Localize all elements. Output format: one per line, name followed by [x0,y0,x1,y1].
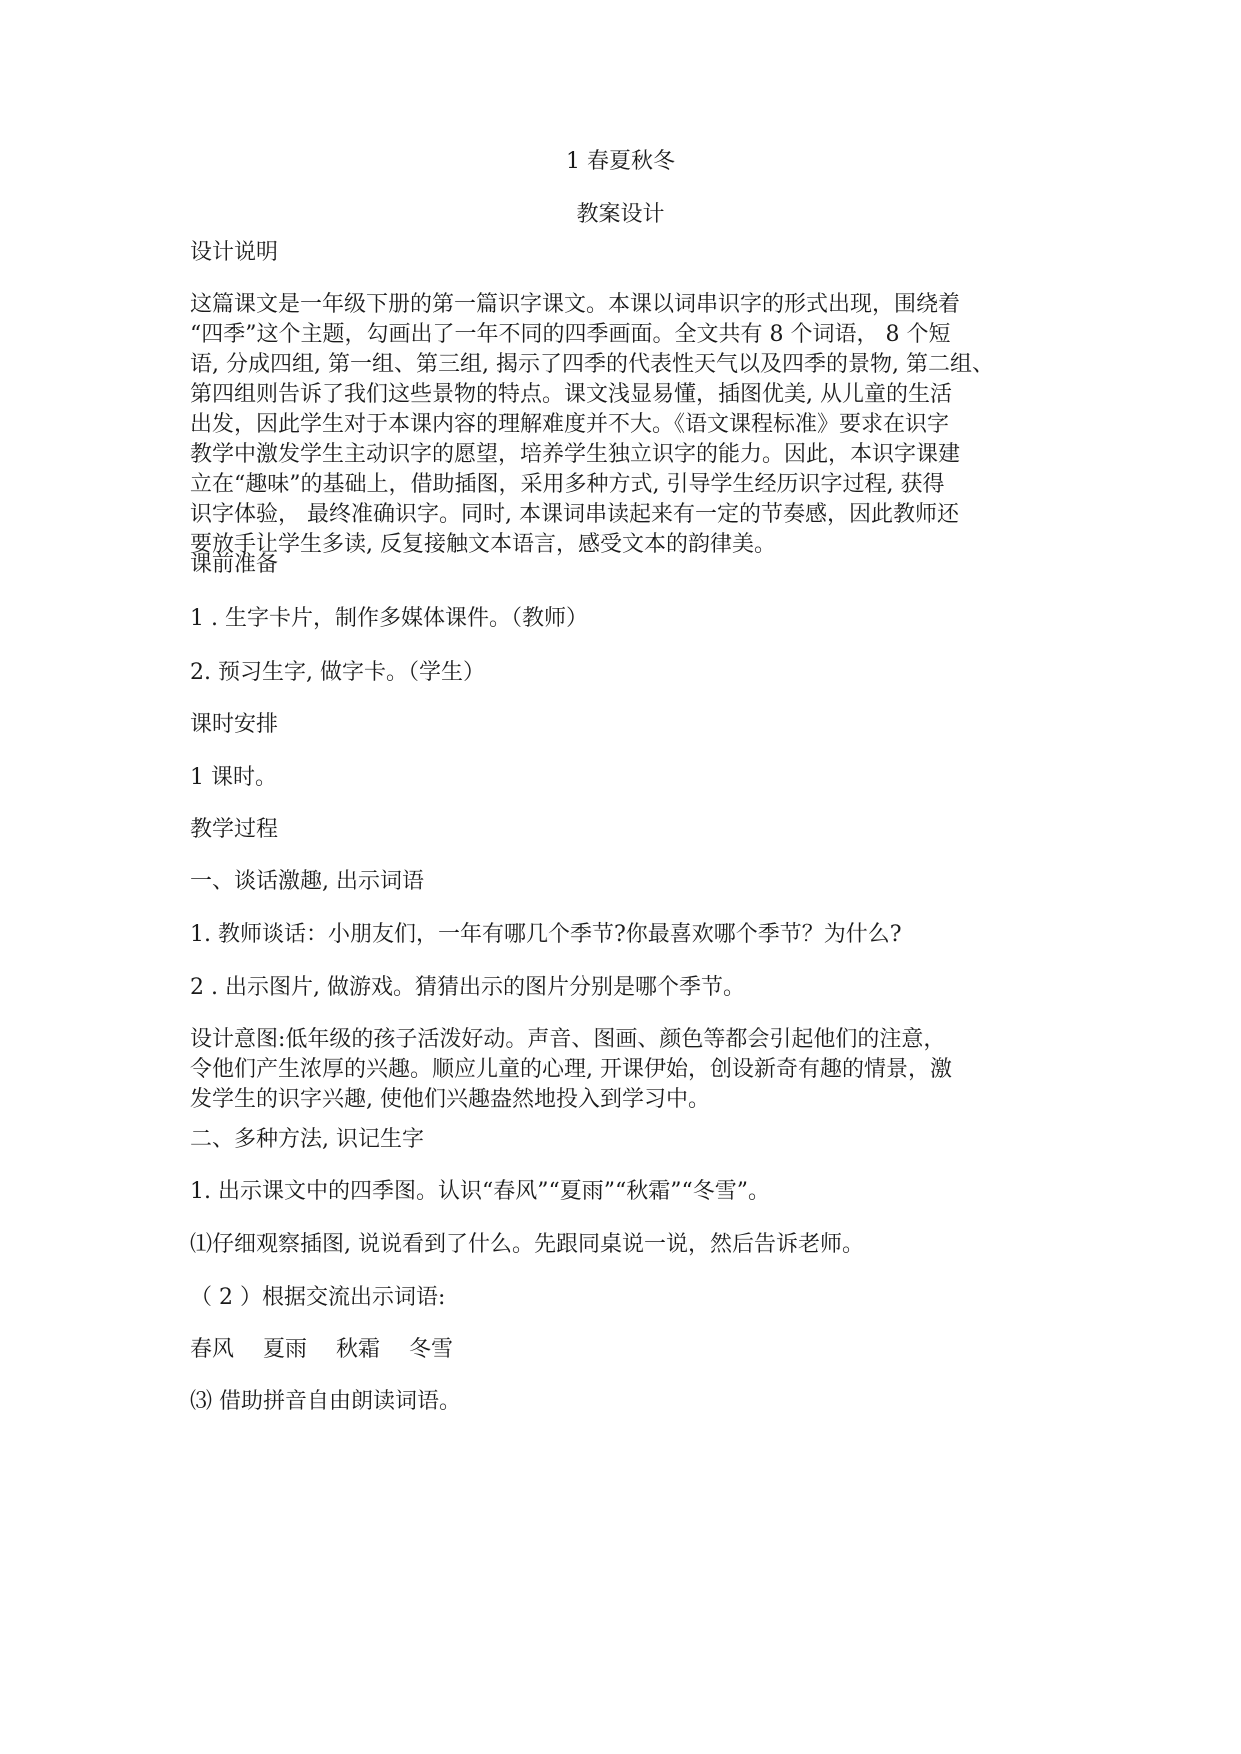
word-item: 冬雪 [409,1337,454,1362]
prep-item: 2. 预习生字, 做字卡。（学生） [190,660,485,685]
paragraph-line: 第四组则告诉了我们这些景物的特点。课文浅显易懂，插图优美, 从儿童的生活 [190,382,952,407]
paragraph-line: 教学中激发学生主动识字的愿望，培养学生独立识字的能力。因此，本识字课建 [190,442,961,467]
word-item: 春风 [190,1337,235,1362]
part1-item: 2 . 出示图片, 做游戏。猜猜出示的图片分别是哪个季节。 [190,975,745,1000]
part1-heading: 一、谈话激趣, 出示词语 [190,869,424,894]
paragraph-line: 发学生的识字兴趣, 使他们兴趣盎然地投入到学习中。 [190,1087,710,1112]
part2-subitem: ⑶ 借助拼音自由朗读词语。 [190,1389,461,1414]
intent-paragraph [190,1025,1070,1115]
section-heading-process: 教学过程 [190,817,279,842]
paragraph-line: 令他们产生浓厚的兴趣。顺应儿童的心理, 开课伊始，创设新奇有趣的情景，激 [190,1057,952,1082]
paragraph-line: “四季”这个主题，勾画出了一年不同的四季画面。全文共有 8 个词语， 8 个短 [190,322,951,347]
part2-subitem: ⑴仔细观察插图, 说说看到了什么。先跟同桌说一说，然后告诉老师。 [190,1232,864,1257]
part2-heading: 二、多种方法, 识记生字 [190,1127,424,1152]
part2-item: 1. 出示课文中的四季图。认识“春风”“夏雨”“秋霜”“冬雪”。 [190,1179,770,1204]
paragraph-line: 出发，因此学生对于本课内容的理解难度并不大。《语文课程标准》要求在识字 [190,412,950,437]
paragraph-line: 识字体验， 最终准确识字。同时, 本课词串读起来有一定的节奏感，因此教师还 [190,502,959,527]
paragraph-line: 这篇课文是一年级下册的第一篇识字课文。本课以词串识字的形式出现，围绕着 [190,292,961,317]
part2-subitem: （ 2 ）根据交流出示词语: [190,1285,446,1310]
paragraph-line: 语, 分成四组, 第一组、第三组, 揭示了四季的代表性天气以及四季的景物, 第二组、 [190,352,994,377]
paragraph-line: 要放手让学生多读, 反复接触文本语言，感受文本的韵律美。 [190,532,776,557]
lesson-subtitle: 教案设计 [576,202,665,227]
word-item: 秋霜 [336,1337,381,1362]
lesson-title: 1 春夏秋冬 [566,149,675,174]
prep-item: 1 . 生字卡片，制作多媒体课件。（教师） [190,606,588,631]
schedule-text: 1 课时。 [190,765,277,790]
section-heading-design: 设计说明 [190,240,279,265]
section-heading-schedule: 课时安排 [190,712,279,737]
word-list [190,1335,475,1365]
word-item: 夏雨 [263,1337,308,1362]
part1-item: 1. 教师谈话：小朋友们，一年有哪几个季节?你最喜欢哪个季节？为什么? [190,922,902,947]
design-paragraph [190,290,1070,560]
paragraph-line: 设计意图:低年级的孩子活泼好动。声音、图画、颜色等都会引起他们的注意， [190,1027,946,1052]
paragraph-line: 立在“趣味”的基础上，借助插图，采用多种方式, 引导学生经历识字过程, 获得 [190,472,945,497]
section-heading-prep: 课前准备 [190,552,279,577]
